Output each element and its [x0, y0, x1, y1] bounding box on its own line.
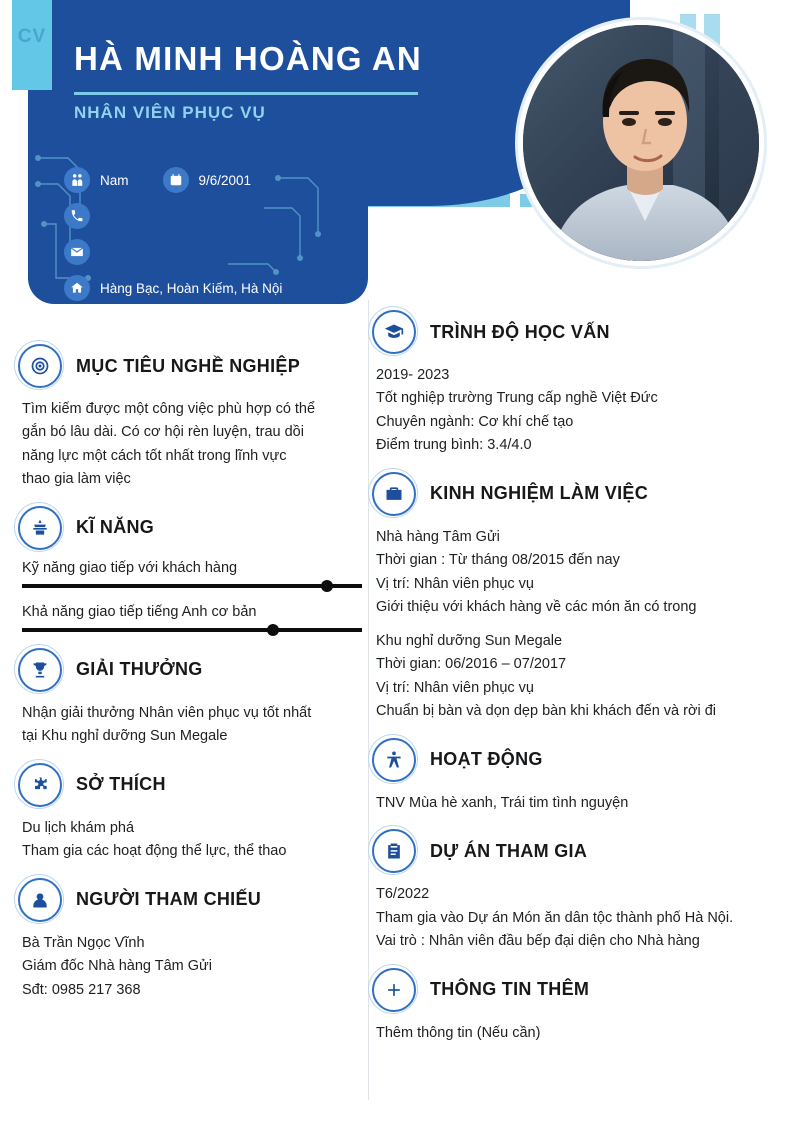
plus-icon: [372, 968, 416, 1012]
section-header: [372, 829, 784, 873]
section-title: GIẢI THƯỞNG: [76, 659, 203, 680]
text-line: Nhận giải thưởng Nhân viên phục vụ tốt nhất: [22, 704, 312, 721]
contact-block: [64, 162, 282, 306]
section-header: [372, 968, 784, 1012]
section-header: [372, 738, 784, 782]
section-title: MỤC TIÊU NGHỀ NGHIỆP: [76, 355, 301, 376]
contact-gender-value: Nam: [100, 172, 129, 188]
puzzle-icon: [18, 763, 62, 807]
section-title: DỰ ÁN THAM GIA: [430, 840, 588, 861]
text-line: Thêm thông tin (Nếu cần): [376, 1024, 541, 1041]
section-header: [18, 878, 366, 922]
section-body: [18, 817, 366, 864]
section-experience: [372, 472, 784, 724]
text-line: Vị trí: Nhân viên phục vụ: [376, 575, 534, 592]
text-line: Du lịch khám phá: [22, 819, 135, 836]
section-title: SỞ THÍCH: [76, 774, 166, 795]
contact-gender: [64, 167, 129, 193]
section-body: [372, 1022, 784, 1045]
text-line: Tìm kiếm được một công việc phù hợp có thể: [22, 401, 316, 417]
text-line: Giới thiệu với khách hàng về các món ăn có trong: [376, 599, 697, 616]
text-line: Thời gian : Từ tháng 08/2015 đến nay: [376, 552, 620, 569]
section-title: HOẠT ĐỘNG: [430, 749, 543, 770]
section-skills: [18, 506, 366, 632]
section-header: [18, 648, 366, 692]
text-line: Sđt: 0985 217 368: [22, 981, 141, 998]
section-header: [18, 506, 366, 550]
contact-address-value: Hàng Bạc, Hoàn Kiếm, Hà Nội: [100, 280, 283, 296]
section-body: [372, 526, 784, 724]
left-column: [18, 330, 366, 1006]
skill-label: Khả năng giao tiếp tiếng Anh cơ bản: [22, 603, 257, 620]
text-line: Chuyên ngành: Cơ khí chế tạo: [376, 413, 574, 430]
text-line: Giám đốc Nhà hàng Tâm Gửi: [22, 958, 212, 975]
text-line: TNV Mùa hè xanh, Trái tim tình nguyện: [376, 794, 629, 811]
section-objective: [18, 344, 366, 492]
section-reference: [18, 878, 366, 1002]
mail-icon: [64, 239, 90, 265]
section-body: [372, 792, 784, 815]
person-icon: [18, 878, 62, 922]
job-role: NHÂN VIÊN PHỤC VỤ: [74, 103, 266, 122]
cv-tab-label: CV: [17, 26, 47, 47]
text-line: tại Khu nghỉ dưỡng Sun Megale: [22, 728, 228, 745]
section-more-info: [372, 968, 784, 1045]
section-activities: [372, 738, 784, 815]
project-period: T6/2022: [376, 886, 430, 903]
section-title: THÔNG TIN THÊM: [430, 979, 590, 1000]
section-body: [372, 883, 784, 953]
section-title: KĨ NĂNG: [76, 517, 155, 538]
contact-row-phone[interactable]: [64, 198, 282, 234]
section-projects: [372, 829, 784, 953]
clipboard-icon: [372, 829, 416, 873]
skill-bar: [22, 584, 362, 588]
footer-spacer: [0, 1123, 800, 1137]
page-title: HÀ MINH HOÀNG AN: [74, 40, 422, 77]
text-line: Thời gian: 06/2016 – 07/2017: [376, 656, 567, 673]
text-line: Bà Trần Ngọc Vĩnh: [22, 934, 145, 951]
text-line: Vai trò : Nhân viên đầu bếp đại diện cho Nhà hàng: [376, 933, 700, 950]
contact-row-gender-birthday: [64, 162, 282, 198]
section-body: [18, 702, 366, 749]
home-icon: [64, 275, 90, 301]
section-body: [18, 932, 366, 1002]
contact-birthday: [163, 167, 252, 193]
skills-icon: [18, 506, 62, 550]
contact-birthday-value: 9/6/2001: [198, 172, 252, 188]
skill-knob: [321, 580, 333, 592]
text-line: Tốt nghiệp trường Trung cấp nghề Việt Đức: [376, 390, 658, 407]
activity-person-icon: [372, 738, 416, 782]
text-line: gắn bó lâu dài. Có cơ hội rèn luyện, trau dồi: [22, 424, 304, 441]
section-body: [18, 398, 366, 492]
contact-row-email[interactable]: [64, 234, 282, 270]
text-line: Chuẩn bị bàn và dọn dẹp bàn khi khách đến và rời đi: [376, 703, 717, 720]
gender-icon: [64, 167, 90, 193]
skill-bar: [22, 628, 362, 632]
section-awards: [18, 648, 366, 749]
briefcase-icon: [372, 472, 416, 516]
target-icon: [18, 344, 62, 388]
text-line: Điểm trung bình: 3.4/4.0: [376, 437, 532, 454]
title-rule: [74, 92, 418, 95]
education-period: 2019- 2023: [376, 367, 450, 383]
text-line: năng lực một cách tốt nhất trong lĩnh vực: [22, 447, 287, 464]
graduation-cap-icon: [372, 310, 416, 354]
text-line: Tham gia vào Dự án Món ăn dân tộc thành phố Hà Nội.: [376, 909, 734, 926]
section-body: [372, 364, 784, 458]
section-header: [18, 344, 366, 388]
job-company: Nhà hàng Tâm Gửi: [376, 528, 500, 545]
section-title: KINH NGHIỆM LÀM VIỆC: [430, 483, 649, 504]
section-header: [372, 310, 784, 354]
section-hobbies: [18, 763, 366, 864]
spacer: [376, 620, 784, 630]
calendar-icon: [163, 167, 189, 193]
avatar: [518, 20, 764, 266]
text-line: thao gia làm việc: [22, 471, 131, 488]
text-line: Vị trí: Nhân viên phục vụ: [376, 679, 534, 696]
skill-knob: [267, 624, 279, 636]
contact-row-address: [64, 270, 282, 306]
section-title: NGƯỜI THAM CHIẾU: [76, 889, 262, 910]
skill-label: Kỹ năng giao tiếp với khách hàng: [22, 559, 238, 576]
right-column: [372, 296, 784, 1049]
job-company: Khu nghỉ dưỡng Sun Megale: [376, 632, 563, 649]
text-line: Tham gia các hoạt động thể lực, thể thao: [22, 843, 287, 860]
phone-icon: [64, 203, 90, 229]
section-header: [18, 763, 366, 807]
section-header: [372, 472, 784, 516]
section-education: [372, 310, 784, 458]
trophy-icon: [18, 648, 62, 692]
section-title: TRÌNH ĐỘ HỌC VẤN: [430, 321, 610, 342]
